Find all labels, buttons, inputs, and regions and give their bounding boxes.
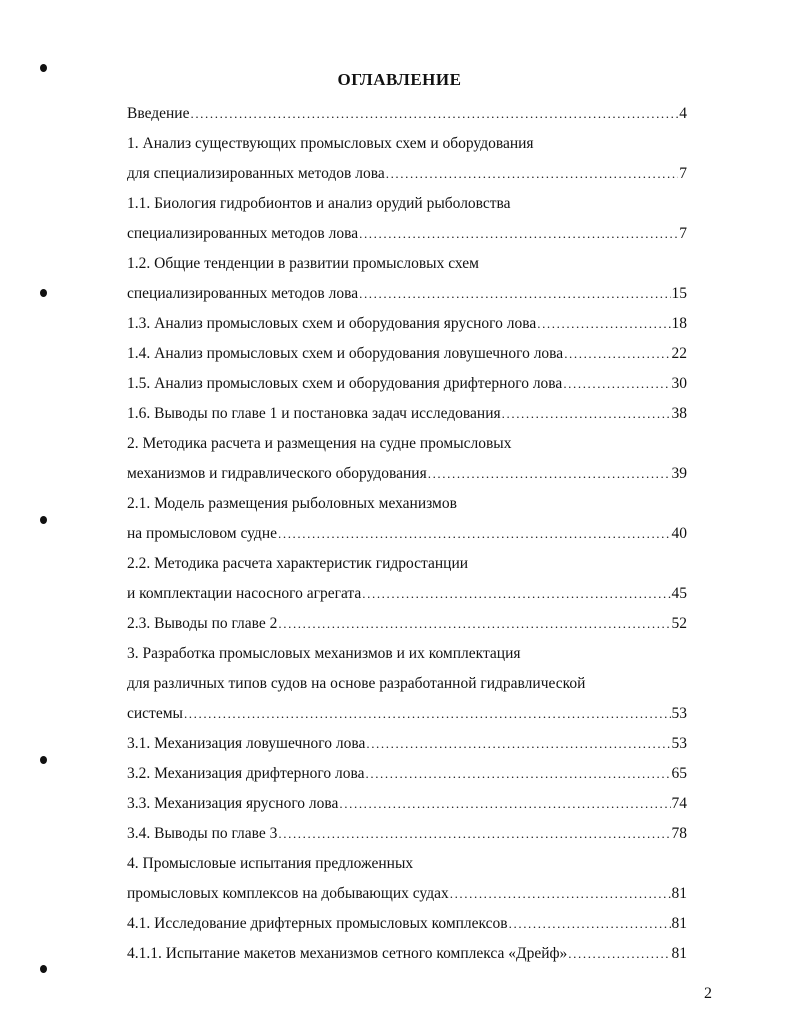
toc-page-number: 78	[671, 825, 687, 842]
toc-entry	[127, 819, 687, 849]
toc-entry	[127, 159, 687, 189]
dot-leader	[278, 609, 670, 639]
toc-page-number: 65	[671, 765, 687, 782]
toc-page-number: 53	[671, 735, 687, 752]
dot-leader	[502, 399, 671, 429]
toc-entry-text: 1.5. Анализ промысловых схем и оборудования дрифтерного лова	[127, 375, 563, 392]
toc-entry	[127, 99, 687, 129]
dot-leader	[278, 819, 670, 849]
dot-leader	[563, 369, 670, 399]
toc-entry-text: 1.3. Анализ промысловых схем и оборудования ярусного лова	[127, 315, 537, 332]
toc-entry-text: механизмов и гидравлического оборудования	[127, 465, 427, 482]
toc-entry-text: и комплектации насосного агрегата	[127, 585, 362, 602]
toc-page-number: 52	[671, 615, 687, 632]
toc-heading-line: 2.2. Методика расчета характеристик гидростанции	[127, 555, 469, 572]
toc-entry	[127, 909, 687, 939]
dot-leader	[568, 939, 670, 969]
toc-entry-text: специализированных методов лова	[127, 225, 359, 242]
table-of-contents	[127, 99, 687, 969]
toc-entry	[127, 939, 687, 969]
punch-hole-mark	[40, 756, 47, 764]
toc-page-number: 40	[671, 525, 687, 542]
toc-page-number: 4	[679, 105, 687, 122]
dot-leader	[564, 339, 670, 369]
toc-entry	[127, 369, 687, 399]
dot-leader	[339, 789, 670, 819]
page-title: ОГЛАВЛЕНИЕ	[337, 70, 462, 89]
toc-page-number: 39	[671, 465, 687, 482]
dot-leader	[386, 159, 679, 189]
toc-entry	[127, 729, 687, 759]
toc-page-number: 74	[671, 795, 687, 812]
toc-page-number: 81	[671, 915, 687, 932]
toc-entry	[127, 459, 687, 489]
toc-page-number: 15	[671, 285, 687, 302]
dot-leader	[362, 579, 670, 609]
toc-heading-line: 1.1. Биология гидробионтов и анализ орудий рыболовства	[127, 195, 511, 212]
toc-heading-line: 3. Разработка промысловых механизмов и их комплектация	[127, 645, 521, 662]
toc-entry-text: 1.6. Выводы по главе 1 и постановка задач исследования	[127, 405, 501, 422]
toc-entry-text: специализированных методов лова	[127, 285, 359, 302]
dot-leader	[366, 729, 670, 759]
dot-leader	[450, 879, 671, 909]
toc-entry-text: системы	[127, 705, 183, 722]
toc-entry-text: на промысловом судне	[127, 525, 277, 542]
toc-page-number: 38	[671, 405, 687, 422]
dot-leader	[184, 699, 671, 729]
toc-entry-text: 3.4. Выводы по главе 3	[127, 825, 278, 842]
toc-heading-line: 1.2. Общие тенденции в развитии промысловых схем	[127, 255, 479, 272]
toc-heading-line: 4. Промысловые испытания предложенных	[127, 855, 414, 872]
toc-entry-text: для специализированных методов лова	[127, 165, 385, 182]
page-number: 2	[704, 985, 712, 1002]
toc-page-number: 45	[671, 585, 687, 602]
toc-entry	[127, 519, 687, 549]
dot-leader	[428, 459, 671, 489]
dot-leader	[190, 99, 678, 129]
toc-entry	[127, 879, 687, 909]
toc-entry-text: 3.2. Механизация дрифтерного лова	[127, 765, 365, 782]
toc-entry-text: промысловых комплексов на добывающих судах	[127, 885, 449, 902]
toc-entry	[127, 579, 687, 609]
dot-leader	[359, 279, 670, 309]
toc-entry	[127, 279, 687, 309]
dot-leader	[366, 759, 671, 789]
punch-hole-mark	[40, 289, 47, 297]
toc-heading-line: 2. Методика расчета и размещения на судне промысловых	[127, 435, 512, 452]
toc-page-number: 22	[671, 345, 687, 362]
toc-entry-text: 3.3. Механизация ярусного лова	[127, 795, 339, 812]
toc-page-number: 81	[671, 885, 687, 902]
dot-leader	[537, 309, 670, 339]
toc-entry-text: 2.3. Выводы по главе 2	[127, 615, 278, 632]
toc-entry	[127, 399, 687, 429]
toc-entry	[127, 609, 687, 639]
dot-leader	[509, 909, 671, 939]
dot-leader	[359, 219, 678, 249]
toc-heading-line: для различных типов судов на основе разработанной гидравлической	[127, 675, 586, 692]
toc-entry-text: 3.1. Механизация ловушечного лова	[127, 735, 366, 752]
toc-page-number: 7	[679, 225, 687, 242]
toc-entry-text: 4.1.1. Испытание макетов механизмов сетного комплекса «Дрейф»	[127, 945, 568, 962]
toc-entry	[127, 309, 687, 339]
toc-entry	[127, 339, 687, 369]
toc-page-number: 7	[679, 165, 687, 182]
toc-entry	[127, 789, 687, 819]
toc-heading-line: 1. Анализ существующих промысловых схем и оборудования	[127, 135, 534, 152]
toc-entry-text: 4.1. Исследование дрифтерных промысловых комплексов	[127, 915, 508, 932]
punch-hole-mark	[40, 965, 47, 973]
toc-page-number: 30	[671, 375, 687, 392]
toc-entry	[127, 759, 687, 789]
toc-entry-text: 1.4. Анализ промысловых схем и оборудования ловушечного лова	[127, 345, 564, 362]
dot-leader	[278, 519, 671, 549]
toc-entry-text: Введение	[127, 105, 190, 122]
toc-entry	[127, 699, 687, 729]
toc-page-number: 81	[671, 945, 687, 962]
toc-entry	[127, 219, 687, 249]
toc-heading-line: 2.1. Модель размещения рыболовных механизмов	[127, 495, 457, 512]
toc-page-number: 18	[671, 315, 687, 332]
punch-hole-mark	[40, 516, 47, 524]
toc-page-number: 53	[671, 705, 687, 722]
